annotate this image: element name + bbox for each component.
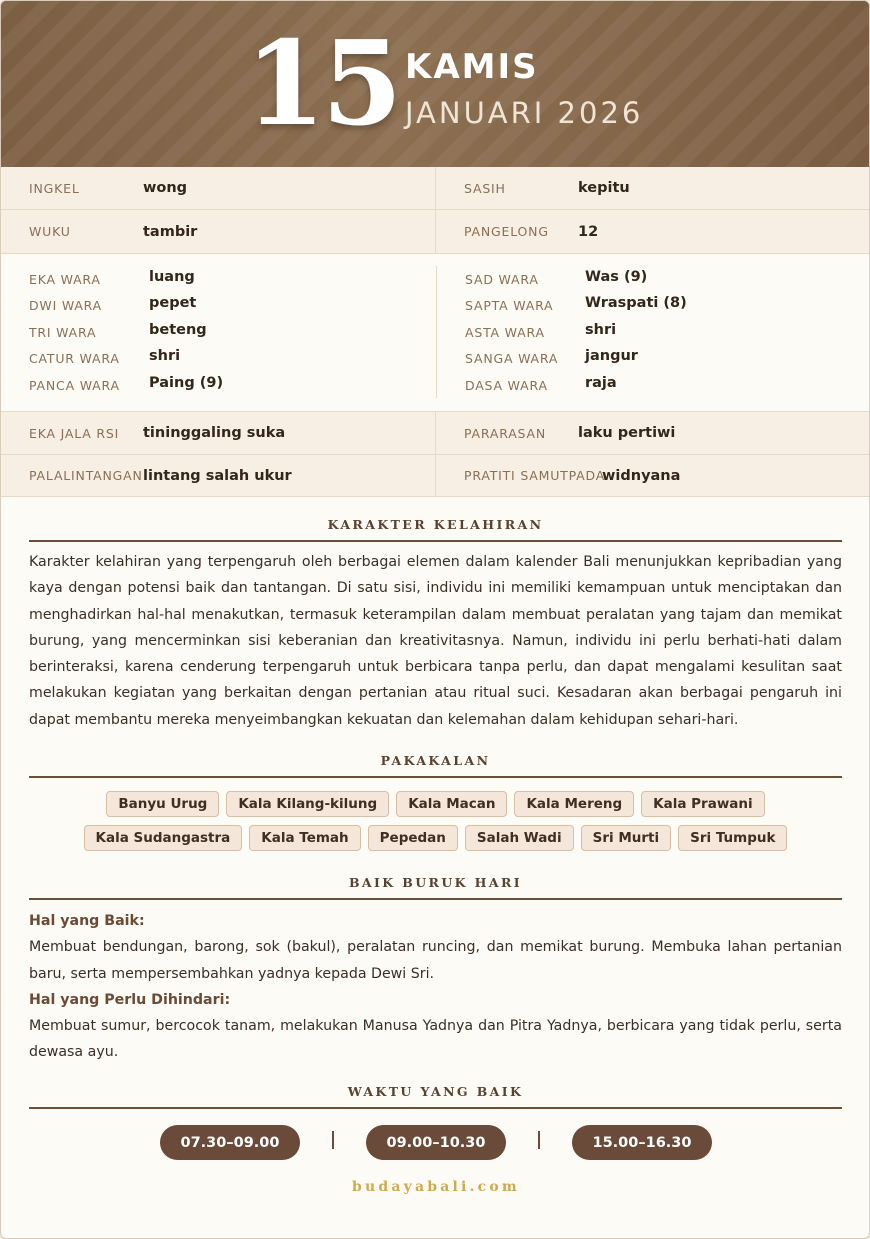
- pakakalan-chip: Salah Wadi: [465, 825, 574, 851]
- wara-label: TRI WARA: [29, 324, 97, 340]
- ingkel-cell: [1, 167, 436, 209]
- pakakalan-chip: Kala Kilang-kilung: [226, 791, 389, 817]
- sasih-cell: [436, 167, 870, 209]
- pakakalan-chip: Sri Murti: [581, 825, 672, 851]
- wara-row: [1, 292, 436, 318]
- month-year: JANUARI 2026: [405, 96, 644, 130]
- wara-row: [437, 345, 870, 371]
- info-row-3: [1, 412, 870, 455]
- pakakalan-chip: Sri Tumpuk: [678, 825, 787, 851]
- separator: [538, 1131, 540, 1149]
- pararasan-label: PARARASAN: [464, 425, 547, 441]
- wara-left-column: [1, 266, 436, 398]
- info-row-1: [1, 167, 870, 210]
- pakakalan-chip: Kala Macan: [396, 791, 507, 817]
- pratiti-cell: [436, 455, 870, 496]
- wuku-label: WUKU: [29, 224, 71, 239]
- wara-value: Paing (9): [149, 374, 224, 391]
- eka-jala-rsi-value: tininggaling suka: [143, 425, 286, 441]
- wara-block: [1, 254, 870, 412]
- good-text: Membuat bendungan, barong, sok (bakul), peralatan runcing, dan memikat burung. Membuka lahan pertanian baru, serta mempersembahkan yadnya kepada Dewi Sri.: [29, 939, 842, 982]
- wuku-cell: [1, 210, 436, 253]
- info-row-2: [1, 210, 870, 254]
- time-slots: [1, 1125, 870, 1161]
- palalintangan-value: lintang salah ukur: [143, 467, 292, 484]
- pratiti-label: PRATITI SAMUTPADA: [464, 468, 606, 483]
- wara-value: jangur: [585, 348, 638, 365]
- wara-label: SAD WARA: [465, 272, 539, 287]
- baik-buruk-body: [29, 908, 842, 1066]
- wara-value: shri: [149, 348, 181, 365]
- day-number: 15: [245, 16, 399, 152]
- pakakalan-chip: Banyu Urug: [106, 791, 219, 817]
- wara-row: [1, 345, 436, 371]
- waktu-title: WAKTU YANG BAIK: [29, 1084, 842, 1109]
- eka-jala-rsi-cell: [1, 412, 436, 454]
- pararasan-value: laku pertiwi: [578, 425, 676, 441]
- wara-row: [1, 372, 436, 398]
- ingkel-value: wong: [143, 180, 188, 196]
- good-heading: Hal yang Baik:: [29, 913, 145, 929]
- wara-label: SAPTA WARA: [465, 298, 554, 314]
- date-header: [1, 1, 870, 167]
- pakakalan-chip: Pepedan: [368, 825, 458, 851]
- avoid-text: Membuat sumur, bercocok tanam, melakukan Manusa Yadnya dan Pitra Yadnya, berbicara yang tidak perlu, serta dewasa ayu.: [29, 1018, 842, 1061]
- wara-row: [437, 266, 870, 292]
- wara-value: shri: [585, 321, 617, 338]
- sasih-value: kepitu: [578, 180, 630, 196]
- pakakalan-list: [29, 791, 842, 851]
- pangelong-label: PANGELONG: [464, 224, 549, 239]
- wara-value: Wraspati (8): [585, 295, 687, 312]
- info-row-4: [1, 455, 870, 497]
- pakakalan-chip: Kala Prawani: [641, 791, 765, 817]
- wara-row: [437, 292, 870, 318]
- pakakalan-chip: Kala Mereng: [514, 791, 634, 817]
- time-slot: 07.30–09.00: [160, 1125, 300, 1160]
- pangelong-value: 12: [578, 223, 599, 240]
- pakakalan-chip: Kala Temah: [249, 825, 360, 851]
- pakakalan-title: PAKAKALAN: [29, 753, 842, 778]
- avoid-heading: Hal yang Perlu Dihindari:: [29, 991, 231, 1008]
- pakakalan-chip: Kala Sudangastra: [84, 825, 243, 851]
- wara-label: CATUR WARA: [29, 351, 120, 367]
- wara-value: beteng: [149, 321, 207, 338]
- wara-label: SANGA WARA: [465, 351, 559, 367]
- palalintangan-cell: [1, 455, 436, 496]
- day-name: KAMIS: [405, 47, 539, 87]
- wara-label: PANCA WARA: [29, 377, 120, 393]
- wara-value: pepet: [149, 295, 197, 312]
- wara-label: ASTA WARA: [465, 324, 545, 340]
- wuku-value: tambir: [143, 223, 198, 240]
- pangelong-cell: [436, 210, 870, 253]
- time-slot: 15.00–16.30: [572, 1125, 712, 1160]
- site-footer: budayabali.com: [352, 1179, 520, 1195]
- ingkel-label: INGKEL: [29, 180, 80, 196]
- wara-value: Was (9): [585, 269, 648, 285]
- wara-row: [1, 266, 436, 292]
- wara-row: [437, 372, 870, 398]
- baik-buruk-title: BAIK BURUK HARI: [29, 875, 842, 900]
- sasih-label: SASIH: [464, 180, 506, 196]
- wara-row: [437, 319, 870, 345]
- karakter-title: KARAKTER KELAHIRAN: [29, 517, 842, 542]
- karakter-text: Karakter kelahiran yang terpengaruh oleh berbagai elemen dalam kalender Bali menunjukkan kepribadian yang kaya dengan potensi baik dan tantangan. Di satu sisi, individu ini memiliki kemampuan untuk menciptakan dan menghadirkan hal-hal menakutkan, termasuk keterampilan dalam membuat peralatan yang tajam dan memikat burung, yang mencerminkan sisi keberanian dan kreativitasnya. Namun, individu ini perlu berhati-hati dalam berinteraksi, karena cenderung terpengaruh untuk berbicara tanpa perlu, dan dapat mengalami kesulitan saat melakukan kegiatan yang berkaitan dengan pertanian atau ritual suci. Kesadaran akan berbagai pengaruh ini dapat membantu mereka menyeimbangkan kekuatan dan kelemahan dalam kehidupan sehari-hari.: [29, 554, 842, 728]
- wara-label: EKA WARA: [29, 272, 101, 287]
- time-slot: 09.00–10.30: [366, 1125, 506, 1160]
- palalintangan-label: PALALINTANGAN: [29, 468, 143, 483]
- wara-label: DWI WARA: [29, 298, 103, 314]
- pararasan-cell: [436, 412, 870, 454]
- wara-value: raja: [585, 374, 617, 391]
- wara-label: DASA WARA: [465, 377, 548, 393]
- wara-value: luang: [149, 269, 195, 285]
- wara-row: [1, 319, 436, 345]
- wara-right-column: [436, 266, 870, 398]
- separator: [332, 1131, 334, 1149]
- eka-jala-rsi-label: EKA JALA RSI: [29, 425, 120, 441]
- pratiti-value: widnyana: [602, 467, 681, 484]
